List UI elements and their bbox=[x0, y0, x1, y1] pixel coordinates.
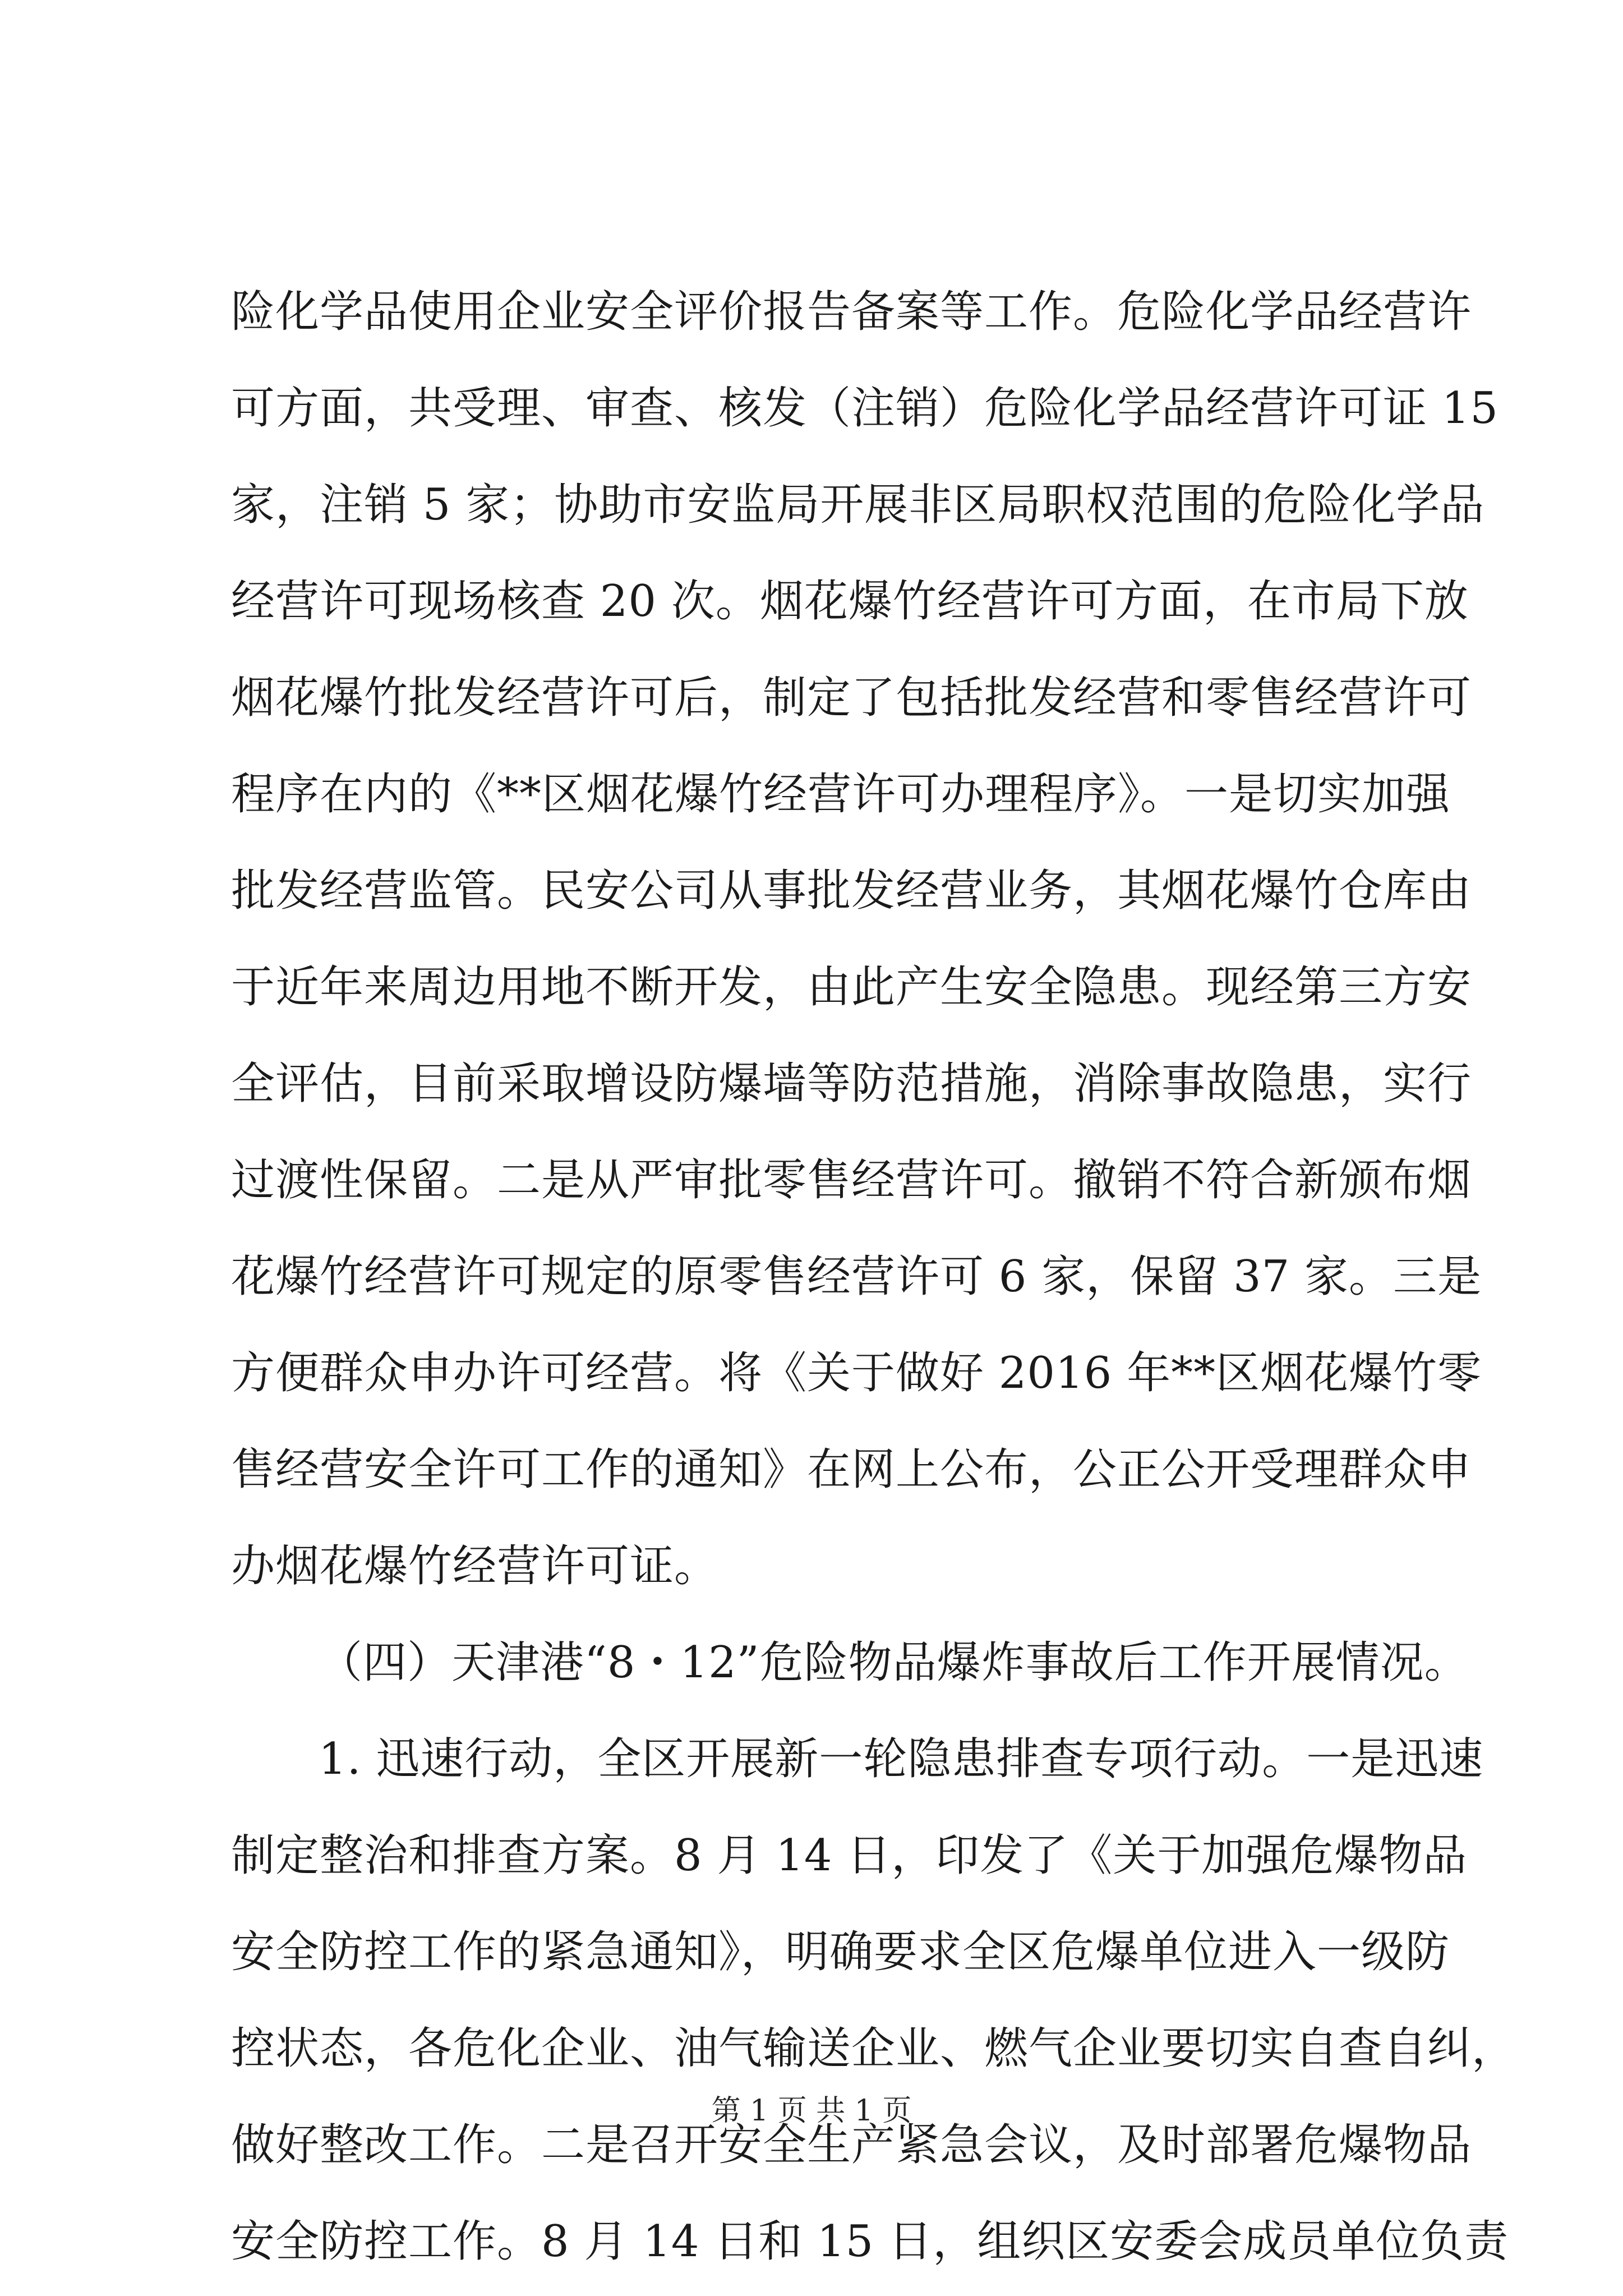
text-line: 做好整改工作。二是召开安全生产紧急会议，及时部署危爆物品 bbox=[231, 2120, 1472, 2170]
text-line: 1. 迅速行动，全区开展新一轮隐患排查专项行动。一是迅速 bbox=[319, 1734, 1484, 1784]
section-heading: （四）天津港“8・12”危险物品爆炸事故后工作开展情况。 bbox=[319, 1637, 1469, 1688]
text-line: 方便群众申办许可经营。将《关于做好 2016 年**区烟花爆竹零 bbox=[231, 1348, 1482, 1398]
text-line: 办烟花爆竹经营许可证。 bbox=[231, 1541, 719, 1591]
text-line: 过渡性保留。二是从严审批零售经营许可。撤销不符合新颁布烟 bbox=[231, 1155, 1472, 1205]
text-line: 安全防控工作的紧急通知》，明确要求全区危爆单位进入一级防 bbox=[231, 1927, 1450, 1977]
text-line: 程序在内的《**区烟花爆竹经营许可办理程序》。一是切实加强 bbox=[231, 769, 1451, 820]
text-line: 控状态，各危化企业、油气输送企业、燃气企业要切实自查自纠， bbox=[231, 2023, 1516, 2074]
text-line: 烟花爆竹批发经营许可后，制定了包括批发经营和零售经营许可 bbox=[231, 673, 1472, 723]
text-line: 全评估，目前采取增设防爆墙等防范措施，消除事故隐患，实行 bbox=[231, 1059, 1472, 1109]
text-line: 家，注销 5 家；协助市安监局开展非区局职权范围的危险化学品 bbox=[231, 480, 1485, 530]
text-line: 批发经营监管。民安公司从事批发经营业务，其烟花爆竹仓库由 bbox=[231, 866, 1472, 916]
text-line: 于近年来周边用地不断开发，由此产生安全隐患。现经第三方安 bbox=[231, 962, 1472, 1013]
text-line: 可方面，共受理、审查、核发（注销）危险化学品经营许可证 15 bbox=[231, 383, 1499, 434]
page-footer: 第 1 页 共 1 页 bbox=[711, 2094, 912, 2128]
text-line: 经营许可现场核查 20 次。烟花爆竹经营许可方面，在市局下放 bbox=[231, 576, 1469, 627]
text-line: 安全防控工作。8 月 14 日和 15 日，组织区安委会成员单位负责 bbox=[231, 2216, 1509, 2267]
text-line: 售经营安全许可工作的通知》在网上公布，公正公开受理群众申 bbox=[231, 1444, 1472, 1495]
text-line: 制定整治和排查方案。8 月 14 日，印发了《关于加强危爆物品 bbox=[231, 1830, 1468, 1881]
text-line: 花爆竹经营许可规定的原零售经营许可 6 家，保留 37 家。三是 bbox=[231, 1251, 1482, 1302]
body-text bbox=[231, 264, 1516, 2290]
text-line: 险化学品使用企业安全评价报告备案等工作。危险化学品经营许 bbox=[231, 287, 1472, 337]
